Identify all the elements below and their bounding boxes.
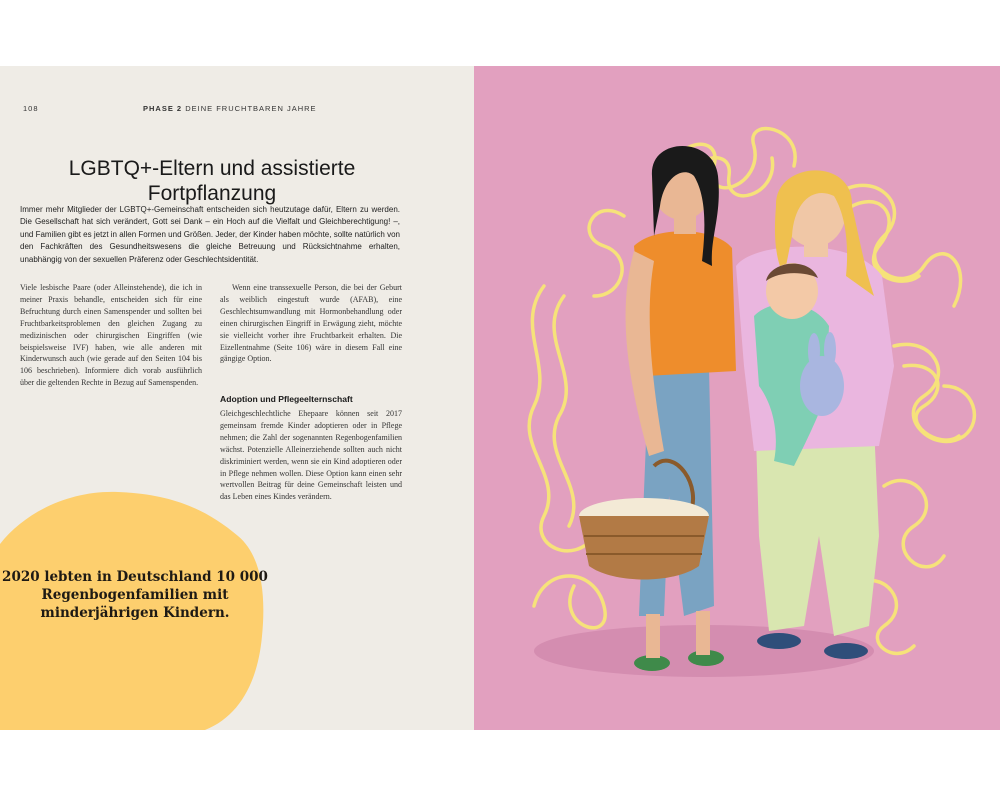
right-page: [474, 66, 1000, 730]
body-column-3: Gleichgeschlechtliche Ehepaare können seit 2017 gemeinsam fremde Kinder adoptieren oder in Pflege nehmen; die Zahl der sogenannten Regenbogenfamilien wächst. Potenzielle Alleinerziehende sollten auch nicht diskriminiert werden, wenn sie ein Kind adoptieren oder in Pflege nehmen wollen. Diese Option kann einen sehr wertvollen Beitrag für deine Gemeinschaft leisten und das Leben eines Kindes verändern.: [220, 409, 402, 502]
person-left: [626, 146, 736, 671]
running-head: [143, 104, 317, 113]
page-title: LGBTQ+-Eltern und assistierte Fortpflanzung: [68, 157, 356, 206]
family-illustration: [474, 66, 1000, 730]
callout-text: 2020 lebten in Deutschland 10 000 Regenbogenfamilien mit minderjährigen Kindern.: [2, 569, 268, 622]
body-column-2: Wenn eine transsexuelle Person, die bei der Geburt als weiblich eingestuft wurde (AFAB), eine Geschlechtsumwandlung mit Hormonbehandlung oder einen chirurgischen Eingriff in Erwägung zieht, möchte sie vielleicht vorher ihre Fruchtbarkeit erhalten. Die Eizellentnahme (Seite 106) wäre in diesem Fall eine gängige Option.: [220, 283, 402, 364]
section-label: DEINE FRUCHTBAREN JAHRE: [185, 104, 317, 113]
book-spread: [0, 66, 1000, 730]
section-subheading: Adoption und Pflegeelternschaft: [220, 394, 353, 404]
picnic-basket: [579, 461, 709, 580]
left-page: [0, 66, 474, 730]
page-number: 108: [23, 104, 39, 113]
intro-paragraph: Immer mehr Mitglieder der LGBTQ+-Gemeinschaft entscheiden sich heutzutage dafür, Eltern zu werden. Die Gesellschaft hat sich verändert, Gott sei Dank – ein Hoch auf die Vielfalt und Gleichberechtigung! –, und Familien gibt es jetzt in allen Formen und Größen. Jeder, der Kinder haben möchte, sollte natürlich von den Fachkräften des Gesundheitswesens die gleiche Betreuung und Rücksichtnahme erhalten, unabhängig von der sexuellen Präferenz oder Geschlechtsidentität.: [20, 205, 400, 264]
body-column-1: Viele lesbische Paare (oder Alleinstehende), die ich in meiner Praxis behandle, entscheiden sich für eine Befruchtung durch einen Samenspender und sollten bei Fruchtbarkeitsproblemen den gleichen Zugang zu medizinischen oder chirurgischen Eingriffen (wie beispielsweise IVF) haben, wie alle anderen mit Kinderwunsch auch (wie gerade auf den Seiten 104 bis 106 beschrieben). Informiere dich vorab ausführlich über die geltenden Rechte in Bezug auf Samenspenden.: [20, 283, 202, 388]
phase-label: PHASE 2: [143, 104, 183, 113]
